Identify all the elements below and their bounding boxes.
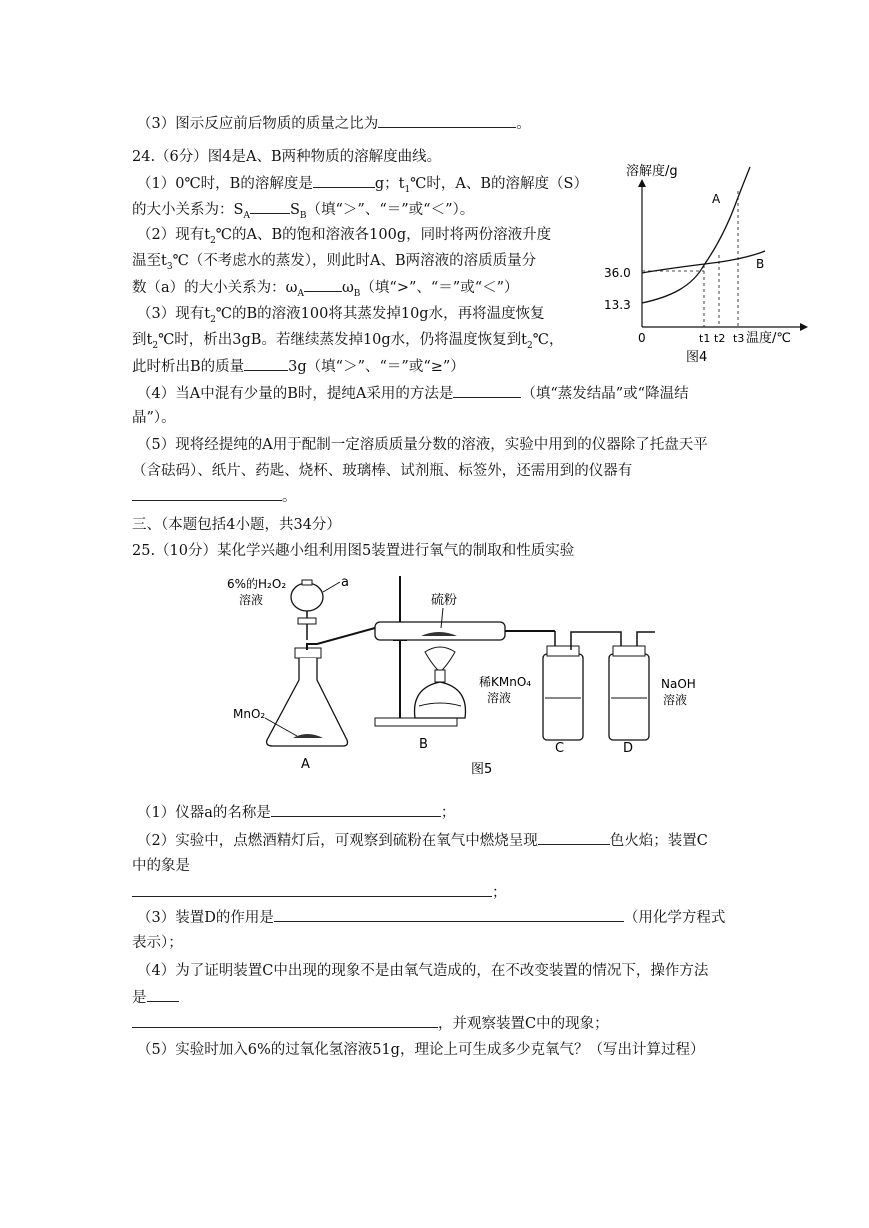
- answer-blank[interactable]: [271, 802, 441, 817]
- h2o2-label: 6%的H₂O₂: [227, 577, 287, 591]
- curve-a-label: A: [712, 192, 721, 206]
- letter-c: C: [555, 741, 565, 756]
- x-axis-arrow: [800, 323, 808, 331]
- kmno4-label-2: 溶液: [487, 691, 512, 705]
- q25-part4-line3: ，并观察装置C中的现象；: [132, 1013, 609, 1034]
- letter-a: A: [301, 757, 310, 772]
- q25-title: 25.（10分）某化学兴趣小组利用图5装置进行氧气的制取和性质实验: [132, 543, 575, 559]
- curve-b: [642, 251, 765, 273]
- sulfur-label: 硫粉: [431, 593, 458, 608]
- q24-part1-line2: 的大小关系为：$S_A$ $S_B$（填“＞”、“＝”或“＜”）。: [132, 199, 474, 226]
- q24-part3-line3: 此时析出B的质量 3g（填“＞”、“＝”或“≥”）: [132, 356, 465, 377]
- answer-blank[interactable]: [132, 882, 492, 897]
- answer-blank[interactable]: [147, 987, 179, 1002]
- apparatus-figure: [225, 570, 715, 785]
- stand-base: [375, 718, 457, 726]
- q25-part1: （1）仪器a的名称是 ；: [137, 802, 455, 823]
- combustion-tube: [375, 622, 505, 640]
- section-heading: 三、（本题包括4小题，共34分）: [132, 517, 341, 533]
- naoh-label-2: 溶液: [663, 693, 688, 707]
- q25-part4-line2: 是: [132, 987, 179, 1008]
- x-tick-label: 0: [638, 331, 646, 345]
- q25-part3-line1: （3）装置D的作用是 （用化学方程式: [137, 907, 725, 928]
- q24-part2-line2: 温至$t_3℃$（不考虑水的蒸发），则此时A、B两溶液的溶质质量分: [132, 253, 537, 272]
- q24-part3-line1: （3）现有$t_2℃$的B的溶液100将其蒸发掉10g水，再将温度恢复: [137, 306, 545, 325]
- answer-blank[interactable]: [250, 199, 290, 214]
- answer-blank[interactable]: [538, 830, 610, 845]
- q24-part5-line3: 。: [132, 486, 297, 507]
- solubility-chart: [600, 155, 820, 370]
- curve-a: [642, 167, 750, 303]
- q25-part3-line2: 表示）；: [132, 935, 183, 951]
- answer-blank[interactable]: [132, 486, 282, 501]
- q24-part5-line1: （5）现将经提纯的A用于配制一定溶质质量分数的溶液，实验中用到的仪器除了托盘天平: [137, 437, 708, 453]
- q24-part2-line1: （2）现有$t_2℃$的A、B的饱和溶液各100g，同时将两份溶液升度: [137, 227, 552, 246]
- answer-blank[interactable]: [244, 356, 288, 371]
- q25-part2-line1: （2）实验中，点燃酒精灯后，可观察到硫粉在氧气中燃烧呈现 色火焰；装置C: [137, 830, 708, 851]
- kmno4-label: 稀KMnO₄: [479, 675, 532, 689]
- conical-flask: [267, 658, 348, 746]
- x-tick-label: t1: [699, 332, 711, 345]
- letter-b: B: [419, 737, 428, 752]
- q24-part2-line3: 数（a）的大小关系为：$\omega_A$ $\omega_B$（填“>”、“＝”或“＜”）: [132, 277, 519, 304]
- alcohol-lamp: [415, 682, 466, 718]
- y-axis-arrow: [638, 179, 646, 187]
- answer-blank[interactable]: [132, 1013, 438, 1028]
- separatory-funnel: [291, 583, 323, 611]
- bottle-c: [543, 654, 583, 740]
- x-axis-label: 温度/℃: [746, 331, 791, 346]
- q25-part2-line2: 中的象是: [132, 858, 190, 874]
- answer-blank[interactable]: [378, 113, 516, 128]
- q25-part4-line1: （4）为了证明装置C中出现的现象不是由氧气造成的，在不改变装置的情况下，操作方法: [137, 963, 709, 979]
- q23-part3: （3）图示反应前后物质的质量之比为 。: [137, 113, 531, 134]
- answer-blank[interactable]: [313, 173, 375, 188]
- y-axis-label: 溶解度/g: [626, 164, 678, 179]
- q24-title: 24.（6分）图4是A、B两种物质的溶解度曲线。: [132, 149, 442, 165]
- q25-part5: （5）实验时加入6%的过氧化氢溶液51g，理论上可生成多少克氧气？（写出计算过程）: [137, 1042, 705, 1058]
- q24-part4-line2: 晶”）。: [132, 410, 176, 426]
- letter-d: D: [623, 741, 634, 756]
- q24-part3-line2: 到$t_2℃$时，析出3gB。若继续蒸发掉10g水，仍将温度恢复到$t_2℃$，: [132, 332, 564, 351]
- q24-part4-line1: （4）当A中混有少量的B时，提纯A采用的方法是 （填“蒸发结晶”或“降温结: [137, 383, 689, 404]
- answer-blank[interactable]: [453, 383, 521, 398]
- answer-blank[interactable]: [274, 907, 624, 922]
- figure-caption: 图4: [686, 350, 708, 365]
- label-a: a: [341, 575, 349, 590]
- mno2-label: MnO₂: [233, 707, 266, 721]
- h2o2-label-2: 溶液: [239, 593, 264, 607]
- x-tick-label: t3: [733, 332, 745, 345]
- naoh-label: NaOH: [661, 677, 696, 691]
- q25-part2-line3: ；: [132, 882, 507, 903]
- y-tick-label: 36.0: [604, 266, 631, 280]
- q24-part1-line1: （1）0℃时，B的溶解度是 g；$t_1℃$时，A、B的溶解度（S）: [137, 173, 588, 200]
- x-tick-label: t2: [714, 332, 726, 345]
- curve-b-label: B: [756, 257, 765, 271]
- y-tick-label: 13.3: [604, 298, 631, 312]
- answer-blank[interactable]: [304, 277, 342, 292]
- q24-part5-line2: （含砝码）、纸片、药匙、烧杯、玻璃棒、试剂瓶、标签外，还需用到的仪器有: [132, 463, 633, 479]
- bottle-d: [609, 654, 649, 740]
- figure-caption: 图5: [471, 762, 493, 777]
